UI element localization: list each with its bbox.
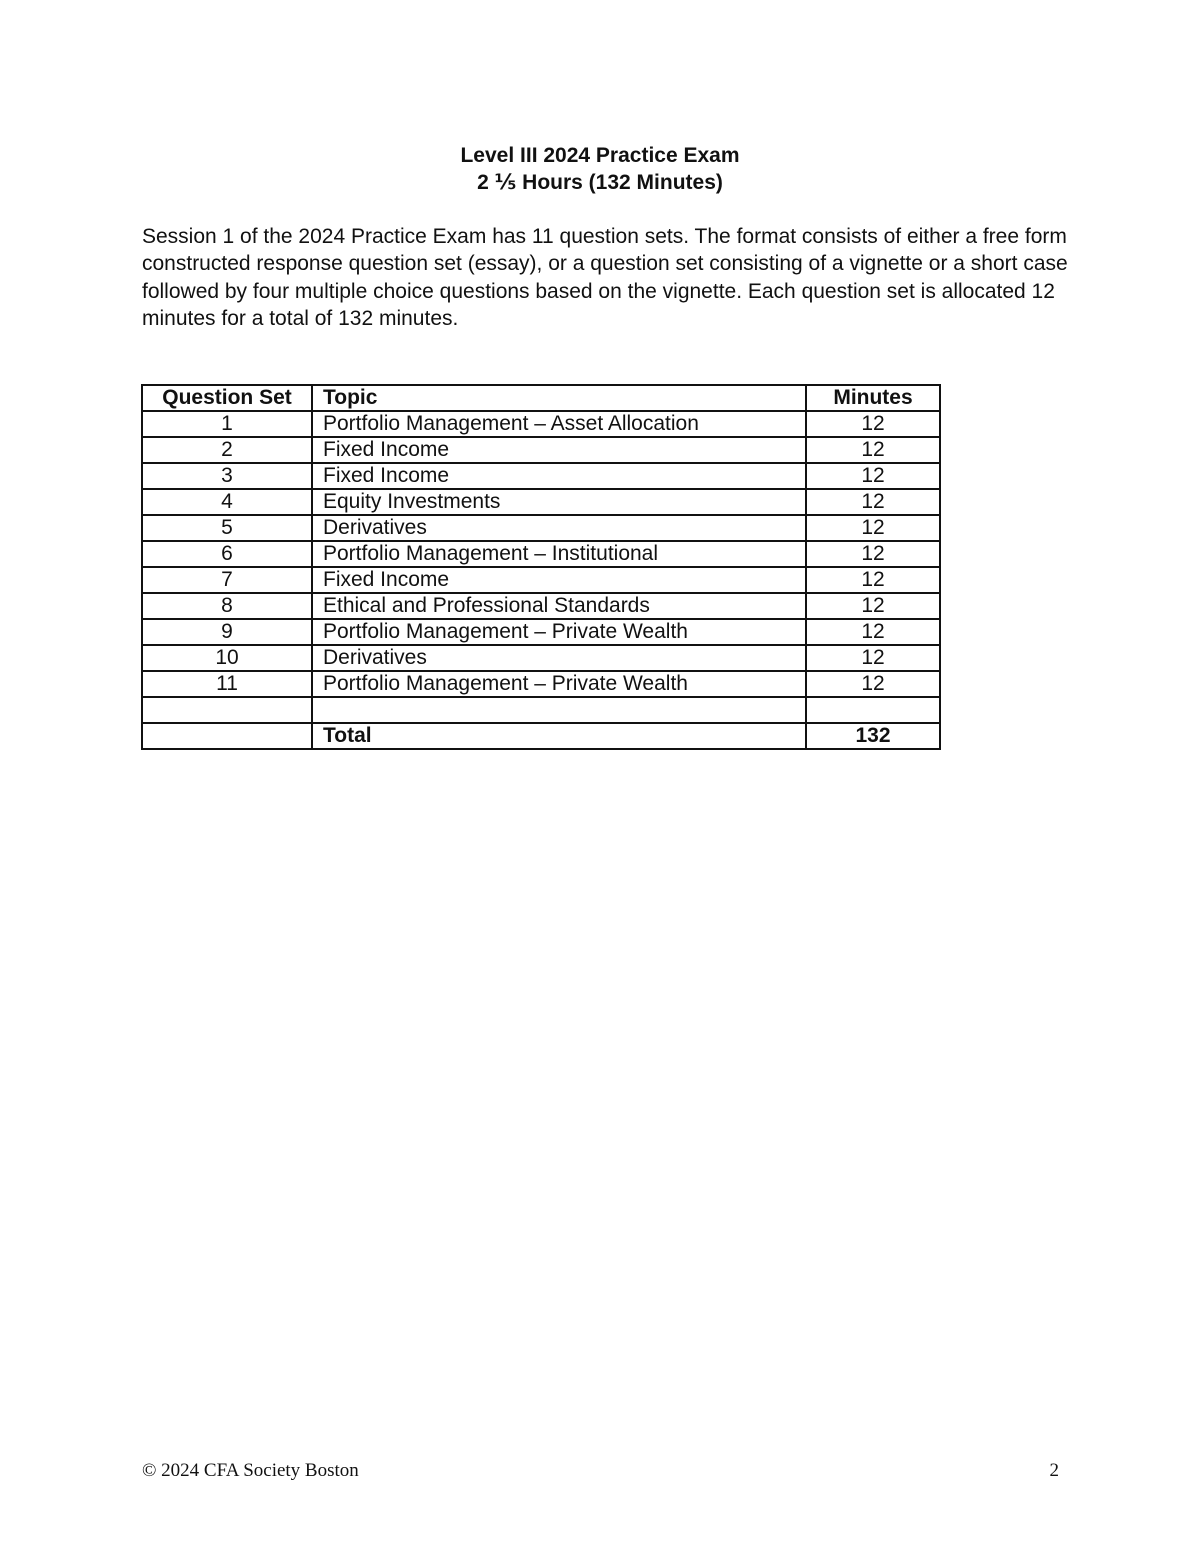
table-row <box>142 463 940 489</box>
cell-minutes: 12 <box>806 671 940 697</box>
table-row <box>142 541 940 567</box>
cell-topic: Derivatives <box>312 515 806 541</box>
cell-topic: Ethical and Professional Standards <box>312 593 806 619</box>
table-row <box>142 437 940 463</box>
cell-question-set: 2 <box>142 437 312 463</box>
empty-cell <box>806 697 940 723</box>
cell-topic: Fixed Income <box>312 463 806 489</box>
table-row <box>142 619 940 645</box>
page-title: Level III 2024 Practice Exam <box>460 144 740 167</box>
title-block <box>0 142 1200 196</box>
table-row <box>142 645 940 671</box>
cell-minutes: 12 <box>806 567 940 593</box>
cell-minutes: 12 <box>806 437 940 463</box>
cell-topic: Portfolio Management – Private Wealth <box>312 671 806 697</box>
cell-question-set: 1 <box>142 411 312 437</box>
header-question-set: Question Set <box>142 385 312 411</box>
cell-question-set: 5 <box>142 515 312 541</box>
total-minutes: 132 <box>806 723 940 749</box>
table-row <box>142 411 940 437</box>
empty-row <box>142 697 940 723</box>
cell-question-set: 8 <box>142 593 312 619</box>
total-row <box>142 723 940 749</box>
cell-topic: Equity Investments <box>312 489 806 515</box>
cell-topic: Portfolio Management – Asset Allocation <box>312 411 806 437</box>
table-row <box>142 671 940 697</box>
cell-minutes: 12 <box>806 411 940 437</box>
cell-topic: Derivatives <box>312 645 806 671</box>
page-subtitle: 2 ⅕ Hours (132 Minutes) <box>477 171 723 194</box>
intro-paragraph: Session 1 of the 2024 Practice Exam has 11 question sets. The format consists of either a free form constructed response question set (essay), or a question set consisting of a vignette or a short case followed by four multiple choice questions based on the vignette. Each question set is allocated 12 minutes for a total of 132 minutes. <box>142 225 1068 331</box>
cell-topic: Fixed Income <box>312 437 806 463</box>
cell-question-set: 4 <box>142 489 312 515</box>
cell-question-set: 9 <box>142 619 312 645</box>
cell-question-set: 11 <box>142 671 312 697</box>
header-topic: Topic <box>312 385 806 411</box>
page-number: 2 <box>1049 1460 1059 1481</box>
header-minutes: Minutes <box>806 385 940 411</box>
cell-minutes: 12 <box>806 645 940 671</box>
cell-question-set: 6 <box>142 541 312 567</box>
total-label: Total <box>312 723 806 749</box>
cell-minutes: 12 <box>806 489 940 515</box>
cell-minutes: 12 <box>806 619 940 645</box>
cell-topic: Fixed Income <box>312 567 806 593</box>
cell-minutes: 12 <box>806 515 940 541</box>
cell-minutes: 12 <box>806 593 940 619</box>
empty-cell <box>142 723 312 749</box>
empty-cell <box>312 697 806 723</box>
cell-question-set: 7 <box>142 567 312 593</box>
empty-cell <box>142 697 312 723</box>
table-header-row <box>142 385 940 411</box>
cell-topic: Portfolio Management – Institutional <box>312 541 806 567</box>
table-row <box>142 567 940 593</box>
cell-question-set: 10 <box>142 645 312 671</box>
cell-question-set: 3 <box>142 463 312 489</box>
table-row <box>142 593 940 619</box>
cell-topic: Portfolio Management – Private Wealth <box>312 619 806 645</box>
cell-minutes: 12 <box>806 541 940 567</box>
exam-schedule-table <box>141 384 941 750</box>
table-row <box>142 515 940 541</box>
table-row <box>142 489 940 515</box>
footer-copyright: © 2024 CFA Society Boston <box>142 1460 359 1481</box>
cell-minutes: 12 <box>806 463 940 489</box>
